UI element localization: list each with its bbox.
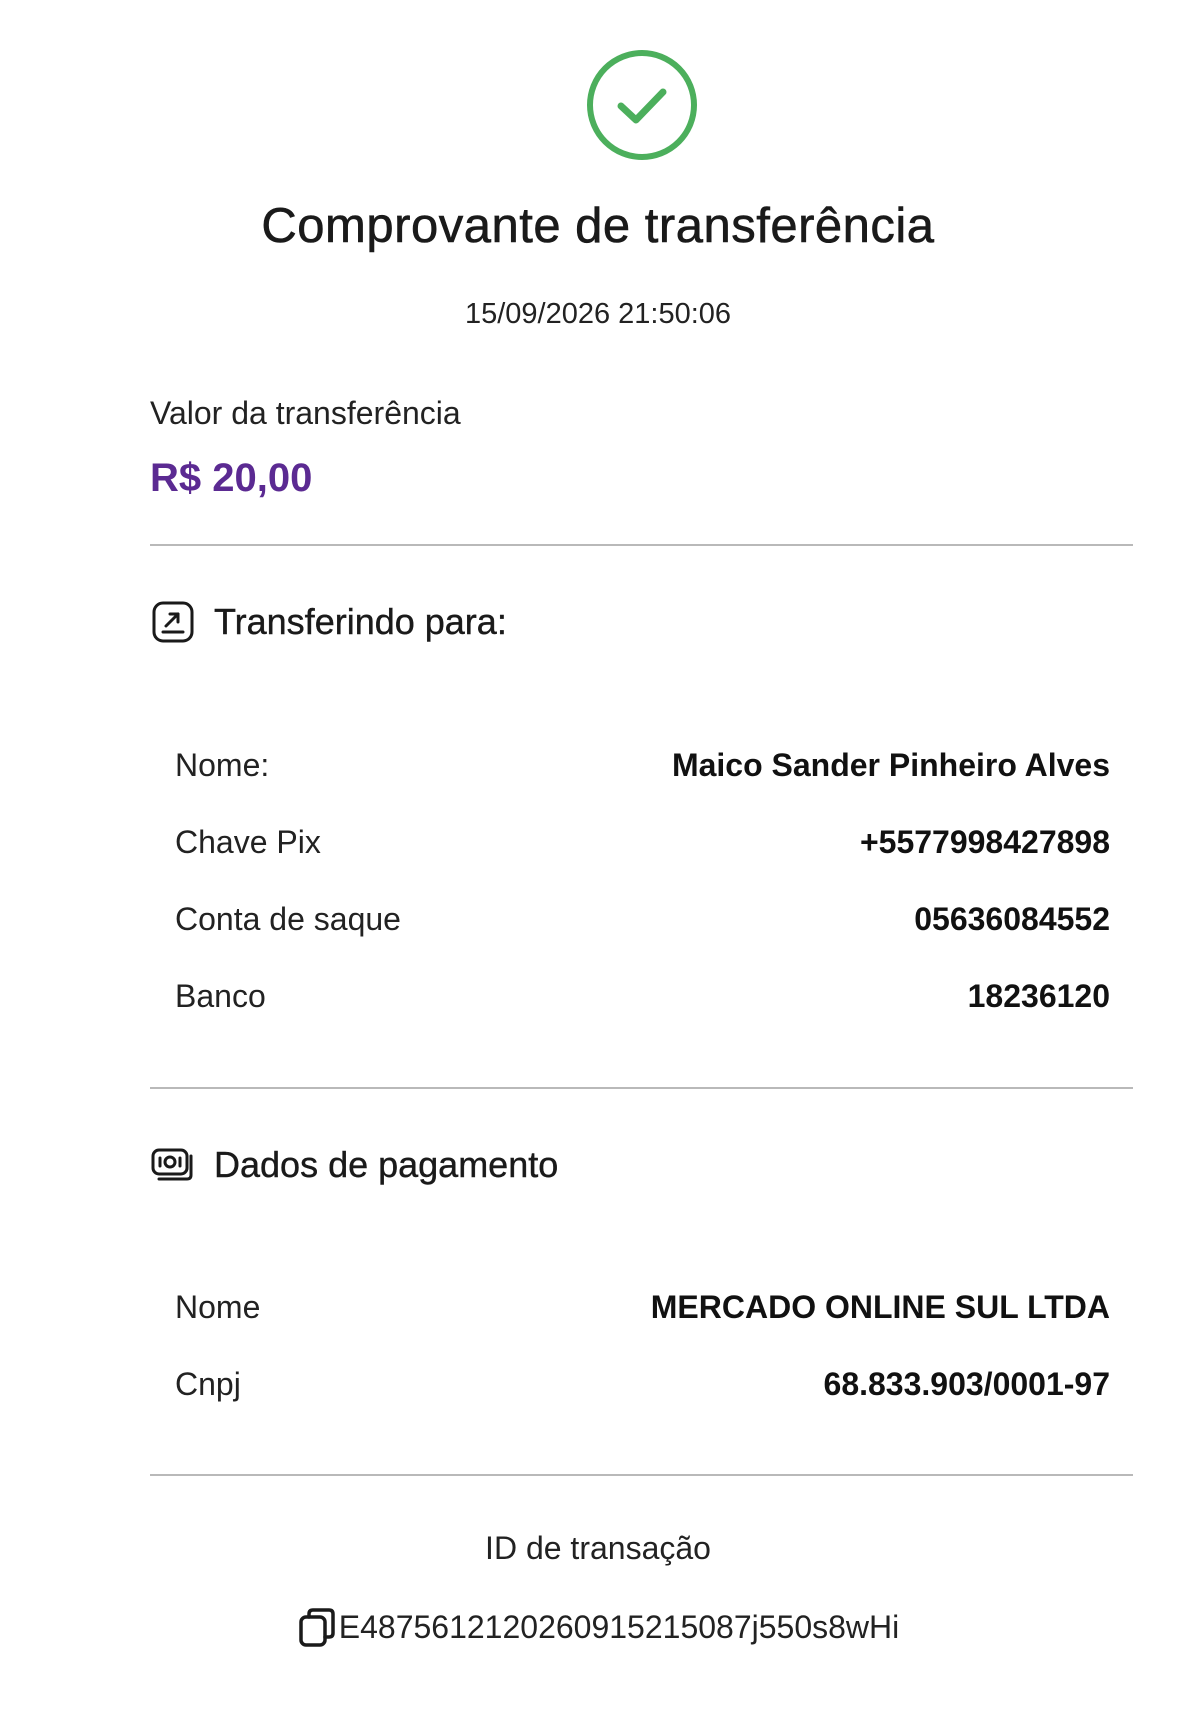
detail-label: Nome: [175, 746, 270, 783]
divider [150, 1474, 1133, 1476]
transaction-id-row[interactable] [0, 1605, 1196, 1649]
page-title: Comprovante de transferência [261, 199, 935, 253]
recipient-section-header [150, 597, 507, 647]
detail-row-chave-pix [175, 820, 1110, 864]
detail-row-payer-nome [175, 1285, 1110, 1329]
detail-row-nome [175, 743, 1110, 787]
arrow-up-right-box-icon [150, 599, 196, 645]
divider [150, 1087, 1133, 1089]
detail-label: Banco [175, 977, 266, 1014]
divider [150, 544, 1133, 546]
amount-value: R$ 20,00 [150, 456, 313, 500]
detail-label: Conta de saque [175, 900, 401, 937]
payment-section-title: Dados de pagamento [214, 1144, 559, 1185]
detail-row-banco [175, 974, 1110, 1018]
transfer-datetime: 15/09/2026 21:50:06 [464, 298, 732, 330]
detail-value: 68.833.903/0001-97 [823, 1365, 1110, 1402]
detail-value: Maico Sander Pinheiro Alves [671, 746, 1110, 783]
payment-section-header [150, 1140, 558, 1190]
detail-label: Cnpj [175, 1365, 241, 1402]
amount-label: Valor da transferência [150, 395, 461, 431]
detail-row-conta-de-saque [175, 897, 1110, 941]
success-check-icon [586, 49, 698, 161]
transaction-id-label: ID de transação [485, 1530, 711, 1566]
detail-value: +5577998427898 [859, 823, 1110, 860]
recipient-section-title: Transferindo para: [214, 601, 507, 642]
transaction-id-value[interactable]: E4875612120260915215087j550s8wHi [338, 1608, 900, 1645]
cash-stack-icon [150, 1142, 196, 1188]
detail-row-cnpj [175, 1362, 1110, 1406]
detail-value: MERCADO ONLINE SUL LTDA [650, 1288, 1110, 1325]
detail-label: Nome [175, 1288, 261, 1325]
detail-value: 18236120 [967, 977, 1110, 1014]
copy-icon[interactable] [297, 1605, 337, 1649]
detail-label: Chave Pix [175, 823, 321, 860]
detail-value: 05636084552 [914, 900, 1110, 937]
